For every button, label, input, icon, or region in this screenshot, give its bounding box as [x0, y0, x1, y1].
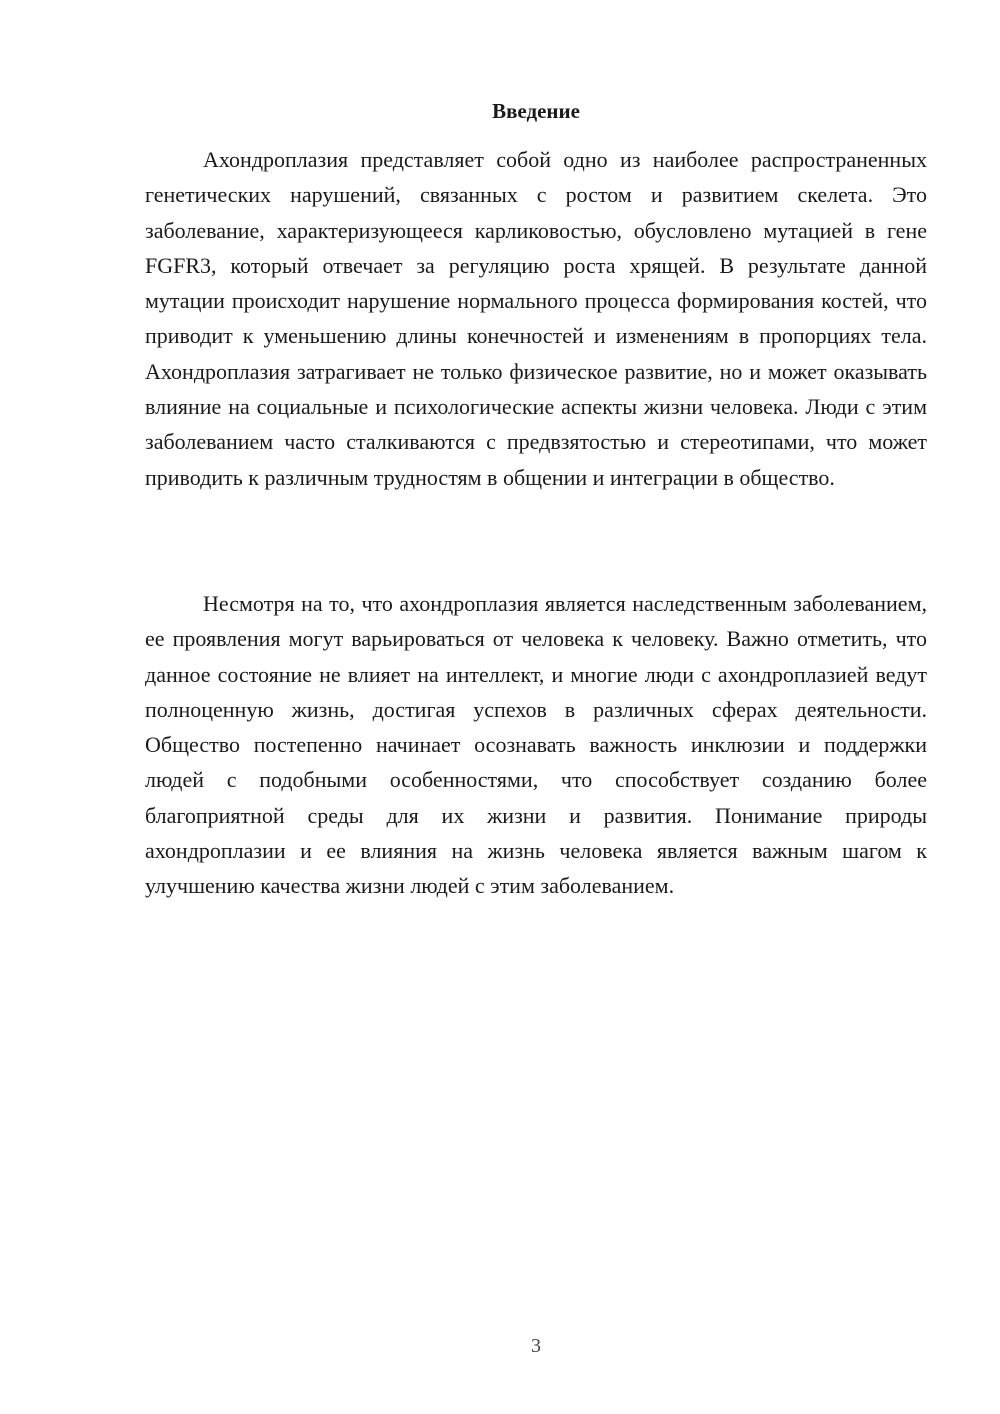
- paragraph-1: Ахондроплазия представляет собой одно из наиболее распространенных генетических нарушений, связанных с ростом и развитием скелета. Это заболевание, характеризующееся карликовостью, обусловлено мутацией в гене FGFR3, который отвечает за регуляцию роста хрящей. В результате данной мутации происходит нарушение нормального процесса формирования костей, что приводит к уменьшению длины конечностей и изменениям в пропорциях тела. Ахондроплазия затрагивает не только физическое развитие, но и может оказывать влияние на социальные и психологические аспекты жизни человека. Люди с этим заболеванием часто сталкиваются с предвзятостью и стереотипами, что может приводить к различным трудностям в общении и интеграции в общество.: [145, 147, 927, 490]
- section-title: Введение: [492, 99, 580, 123]
- paragraph-2: Несмотря на то, что ахондроплазия является наследственным заболеванием, ее проявления могут варьироваться от человека к человеку. Важно отметить, что данное состояние не влияет на интеллект, и многие люди с ахондроплазией ведут полноценную жизнь, достигая успехов в различных сферах деятельности. Общество постепенно начинает осознавать важность инклюзии и поддержки людей с подобными особенностями, что способствует созданию более благоприятной среды для их жизни и развития. Понимание природы ахондроплазии и ее влияния на жизнь человека является важным шагом к улучшению качества жизни людей с этим заболеванием.: [145, 591, 927, 899]
- page-number: 3: [531, 1335, 541, 1357]
